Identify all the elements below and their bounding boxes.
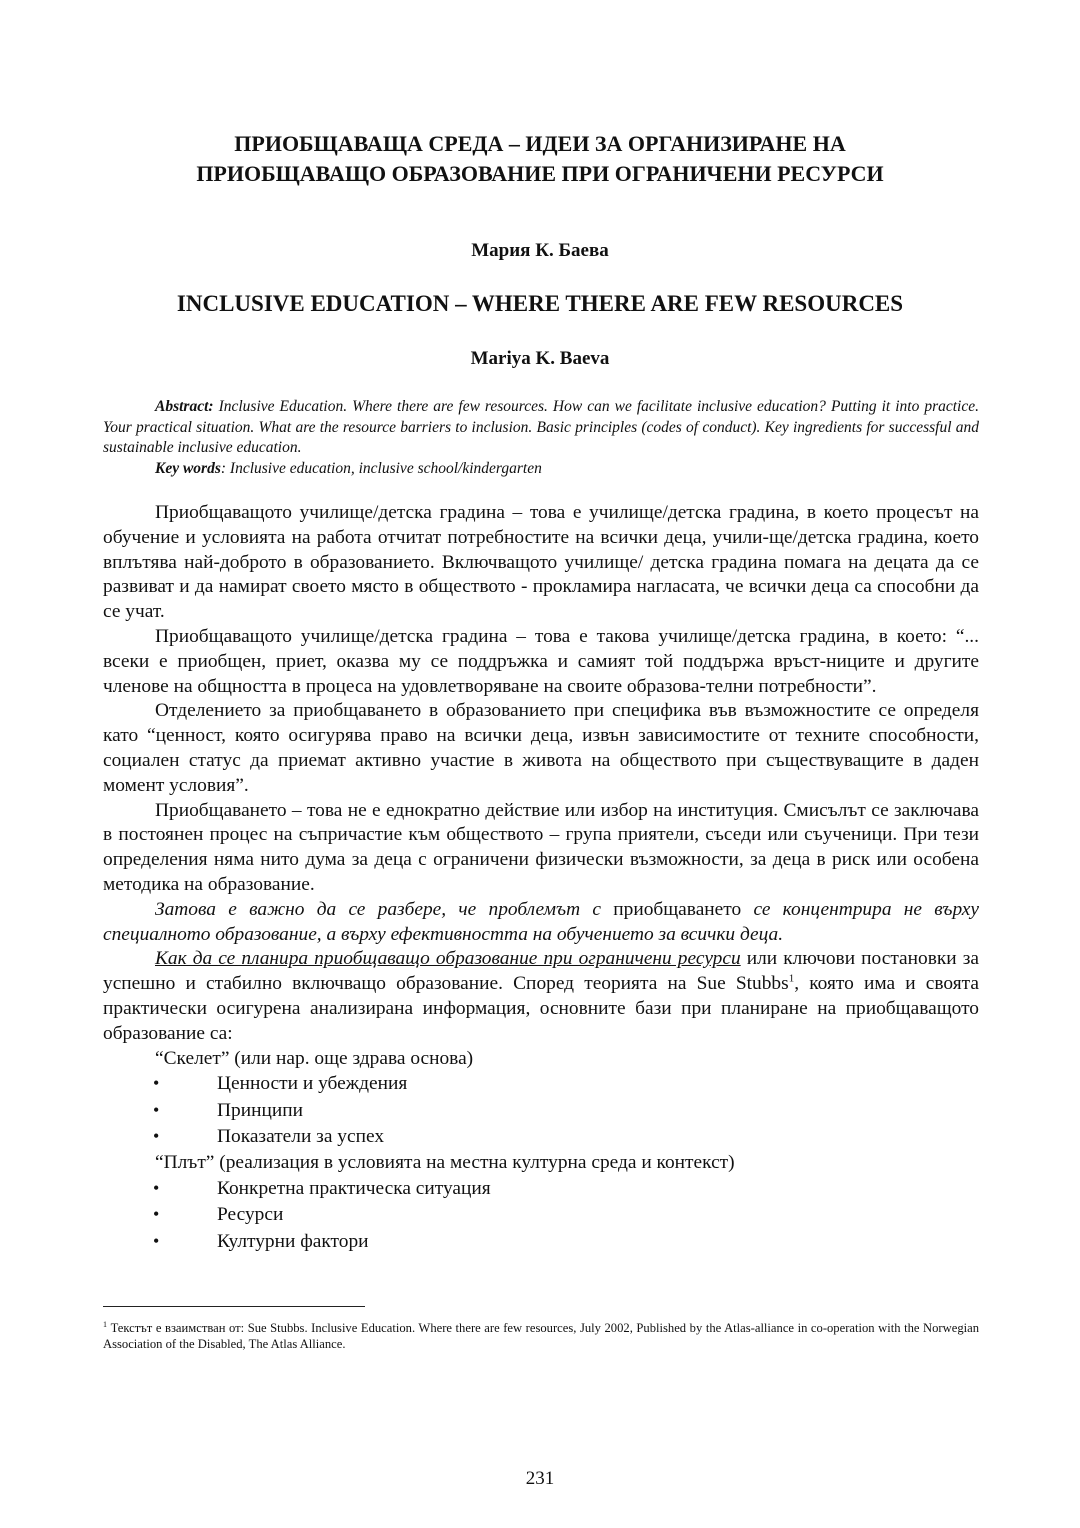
- list-item-label: Показатели за успех: [217, 1126, 385, 1148]
- keywords-text: : Inclusive education, inclusive school/kindergarten: [220, 459, 542, 477]
- abstract-paragraph: [103, 397, 979, 459]
- list-item: [103, 1124, 979, 1151]
- bullet-icon: •: [153, 1126, 160, 1147]
- list-item: [103, 1176, 979, 1203]
- paragraph-5-italic-start: Затова е важно да се разбере, че проблемът с: [155, 898, 601, 920]
- paragraph-1: Приобщаващото училище/детска градина – това е училище/детска градина, в което процесът на обучение и условията на работа отчитат потребностите на всички деца, учили-ще/детска градина, което вплътява най-доброто в образованието. Включващото училище/ детска градина помага на децата да се развиват и да намират своето място в обществото - прокламира нагласата, че всички деца са способни да се учат.: [103, 502, 979, 623]
- list-item-label: Културни фактори: [217, 1230, 369, 1252]
- paragraph-6-underlined-heading: Как да се планира приобщаващо образование при ограничени ресурси: [155, 948, 741, 970]
- skeleton-heading: “Скелет” (или нар. още здрава основа): [155, 1047, 474, 1069]
- title-bulgarian-line-2: ПРИОБЩАВАЩО ОБРАЗОВАНИЕ ПРИ ОГРАНИЧЕНИ РЕСУРСИ: [196, 161, 884, 186]
- list-item-label: Принципи: [217, 1099, 303, 1121]
- list-item: [103, 1098, 979, 1125]
- paragraph-6: [103, 947, 979, 1046]
- paragraph-6-text-end: , която има и своята практически осигурена анализирана информация, основните бази при планиране на приобщаващото образование са:: [103, 973, 979, 1044]
- paragraph-6-text-start: или ключови постановки за успешно и стабилно включващо образование. Според теорията на Sue Stubbs: [103, 948, 979, 995]
- title-bulgarian: [0, 129, 1080, 189]
- list-item-label: Ценности и убеждения: [217, 1073, 408, 1095]
- keywords-paragraph: [103, 459, 979, 480]
- list-item: [103, 1071, 979, 1098]
- bullet-icon: •: [153, 1073, 160, 1094]
- list-item-label: Конкретна практическа ситуация: [217, 1177, 491, 1199]
- bullet-icon: •: [153, 1204, 160, 1225]
- footnote: [103, 1320, 979, 1352]
- footnote-reference[interactable]: 1: [788, 972, 795, 985]
- bullet-icon: •: [153, 1099, 160, 1120]
- list-item-label: Ресурси: [217, 1204, 284, 1226]
- footnote-divider: [103, 1306, 365, 1307]
- author-english: Mariya K. Baeva: [470, 348, 610, 369]
- list-item: [103, 1229, 979, 1256]
- skeleton-list: [103, 1071, 979, 1151]
- title-english: INCLUSIVE EDUCATION – WHERE THERE ARE FEW RESOURCES: [176, 291, 904, 316]
- abstract-label: Abstract:: [155, 398, 214, 415]
- title-bulgarian-line-1: ПРИОБЩАВАЩА СРЕДА – ИДЕИ ЗА ОРГАНИЗИРАНЕ НА: [234, 131, 846, 156]
- paragraph-2: Приобщаващото училище/детска градина – това е такова училище/детска градина, в което: “... всеки е приобщен, приет, оказва му се поддръжка и самият той поддържа връст-ниците и другите членове на общността в процеса на удовлетворяване на своите образова-телни потребности”.: [103, 625, 979, 697]
- footnote-marker: 1: [103, 1319, 107, 1329]
- abstract-block: [103, 397, 979, 479]
- paragraph-5-italic-end: се концентрира не върху специалното образование, а върху ефективността на обучението за всички деца.: [103, 898, 980, 945]
- paragraph-5: [103, 898, 979, 948]
- keywords-label: Key words: [155, 459, 221, 477]
- body-text: [103, 501, 979, 1255]
- flesh-heading: “Плът” (реализация в условията на местна културна среда и контекст): [155, 1151, 735, 1173]
- paragraph-5-normal: приобщаването: [600, 898, 754, 920]
- paragraph-4: Приобщаването – това не е еднократно действие или избор на институция. Смисълът се заключава в постоянен процес на съпричастие към обществото – група приятели, съседи или съученици. При тези определения няма нито дума за деца с ограничени физически възможности, за деца в риск или особена методика на образование.: [103, 799, 979, 895]
- bullet-icon: •: [153, 1177, 160, 1198]
- list-item: [103, 1202, 979, 1229]
- footnote-text: Текстът е взаимстван от: Sue Stubbs. Inclusive Education. Where there are few resources, July 2002, Published by the Atlas-alliance in co-operation with the Norwegian Association of the Disabled, The Atlas Alliance.: [103, 1321, 979, 1351]
- paragraph-3: Отделението за приобщаването в образованието при специфика във възможностите се определя като “ценност, която осигурява право на всички деца, извън зависимостите от техните способности, социален статус да приемат активно участие в живота на обществото при съществуващите в даден момент условия”.: [103, 700, 979, 796]
- abstract-text: Inclusive Education. Where there are few resources. How can we facilitate inclusive education? Putting it into practice. Your practical situation. What are the resource barriers to inclusion. Basic principles (codes of conduct). Key ingredients for successful and sustainable inclusive education.: [103, 398, 979, 456]
- author-bulgarian: Мария К. Баева: [471, 240, 609, 261]
- page-number: 231: [525, 1468, 555, 1489]
- flesh-list: [103, 1176, 979, 1256]
- bullet-icon: •: [153, 1230, 160, 1251]
